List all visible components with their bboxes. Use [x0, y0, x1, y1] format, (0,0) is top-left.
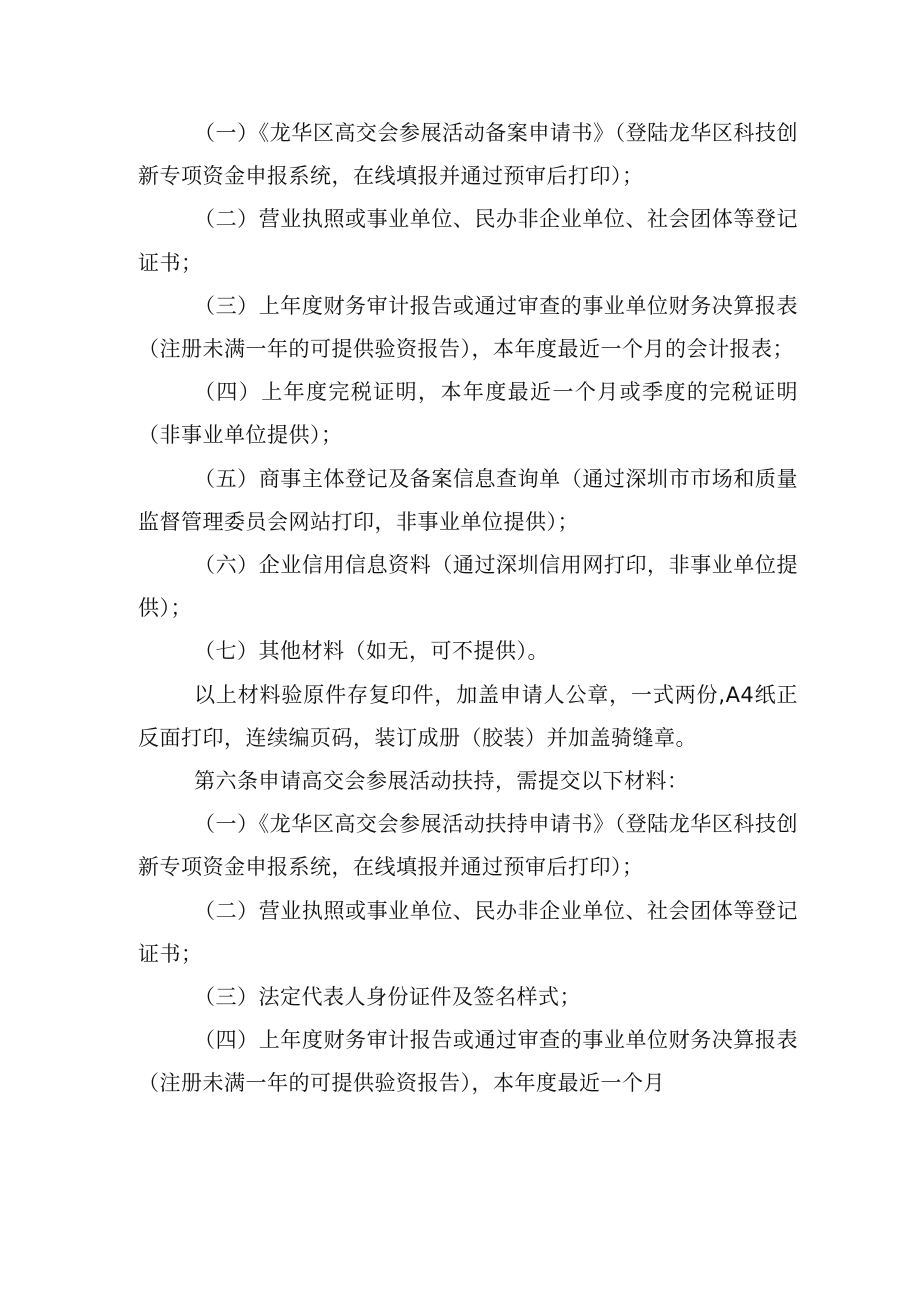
paragraph-item-1-record-application: （一）《龙华区高交会参展活动备案申请书》（登陆龙华区科技创新专项资金申报系统，在线填报并通过预审后打印）； — [138, 121, 798, 189]
paragraph-item-5-commercial-registration: （五）商事主体登记及备案信息查询单（通过深圳市市场和质量监督管理委员会网站打印，非事业单位提供）； — [138, 466, 798, 534]
paragraph-item-3-financial-audit: （三）上年度财务审计报告或通过审查的事业单位财务决算报表（注册未满一年的可提供验资报告），本年度最近一个月的会计报表； — [138, 293, 798, 362]
paragraph-item-7-other-materials: （七）其他材料（如无，可不提供）。 — [194, 639, 549, 664]
paragraph-support-item-2-business-license: （二）营业执照或事业单位、民办非企业单位、社会团体等登记证书； — [138, 898, 798, 966]
paragraph-item-2-business-license: （二）营业执照或事业单位、民办非企业单位、社会团体等登记证书； — [138, 207, 798, 275]
document-body — [138, 112, 798, 1106]
paragraph-support-item-1-application: （一）《龙华区高交会参展活动扶持申请书》（登陆龙华区科技创新专项资金申报系统，在线填报并通过预审后打印）； — [138, 812, 798, 880]
paragraph-article-6-heading: 第六条申请高交会参展活动扶持，需提交以下材料： — [194, 769, 689, 794]
paragraph-item-6-credit-info: （六）企业信用信息资料（通过深圳信用网打印，非事业单位提供）； — [138, 553, 798, 621]
paragraph-item-4-tax-certificate: （四）上年度完税证明，本年度最近一个月或季度的完税证明（非事业单位提供）； — [138, 380, 798, 448]
paragraph-support-item-3-legal-rep-id: （三）法定代表人身份证件及签名样式； — [194, 985, 581, 1010]
paragraph-copy-requirements: 以上材料验原件存复印件，加盖申请人公章，一式两份,A4纸正反面打印，连续编页码，装订成册（胶装）并加盖骑缝章。 — [138, 682, 798, 750]
paragraph-support-item-4-financial-audit: （四）上年度财务审计报告或通过审查的事业单位财务决算报表（注册未满一年的可提供验资报告），本年度最近一个月 — [138, 1028, 798, 1096]
